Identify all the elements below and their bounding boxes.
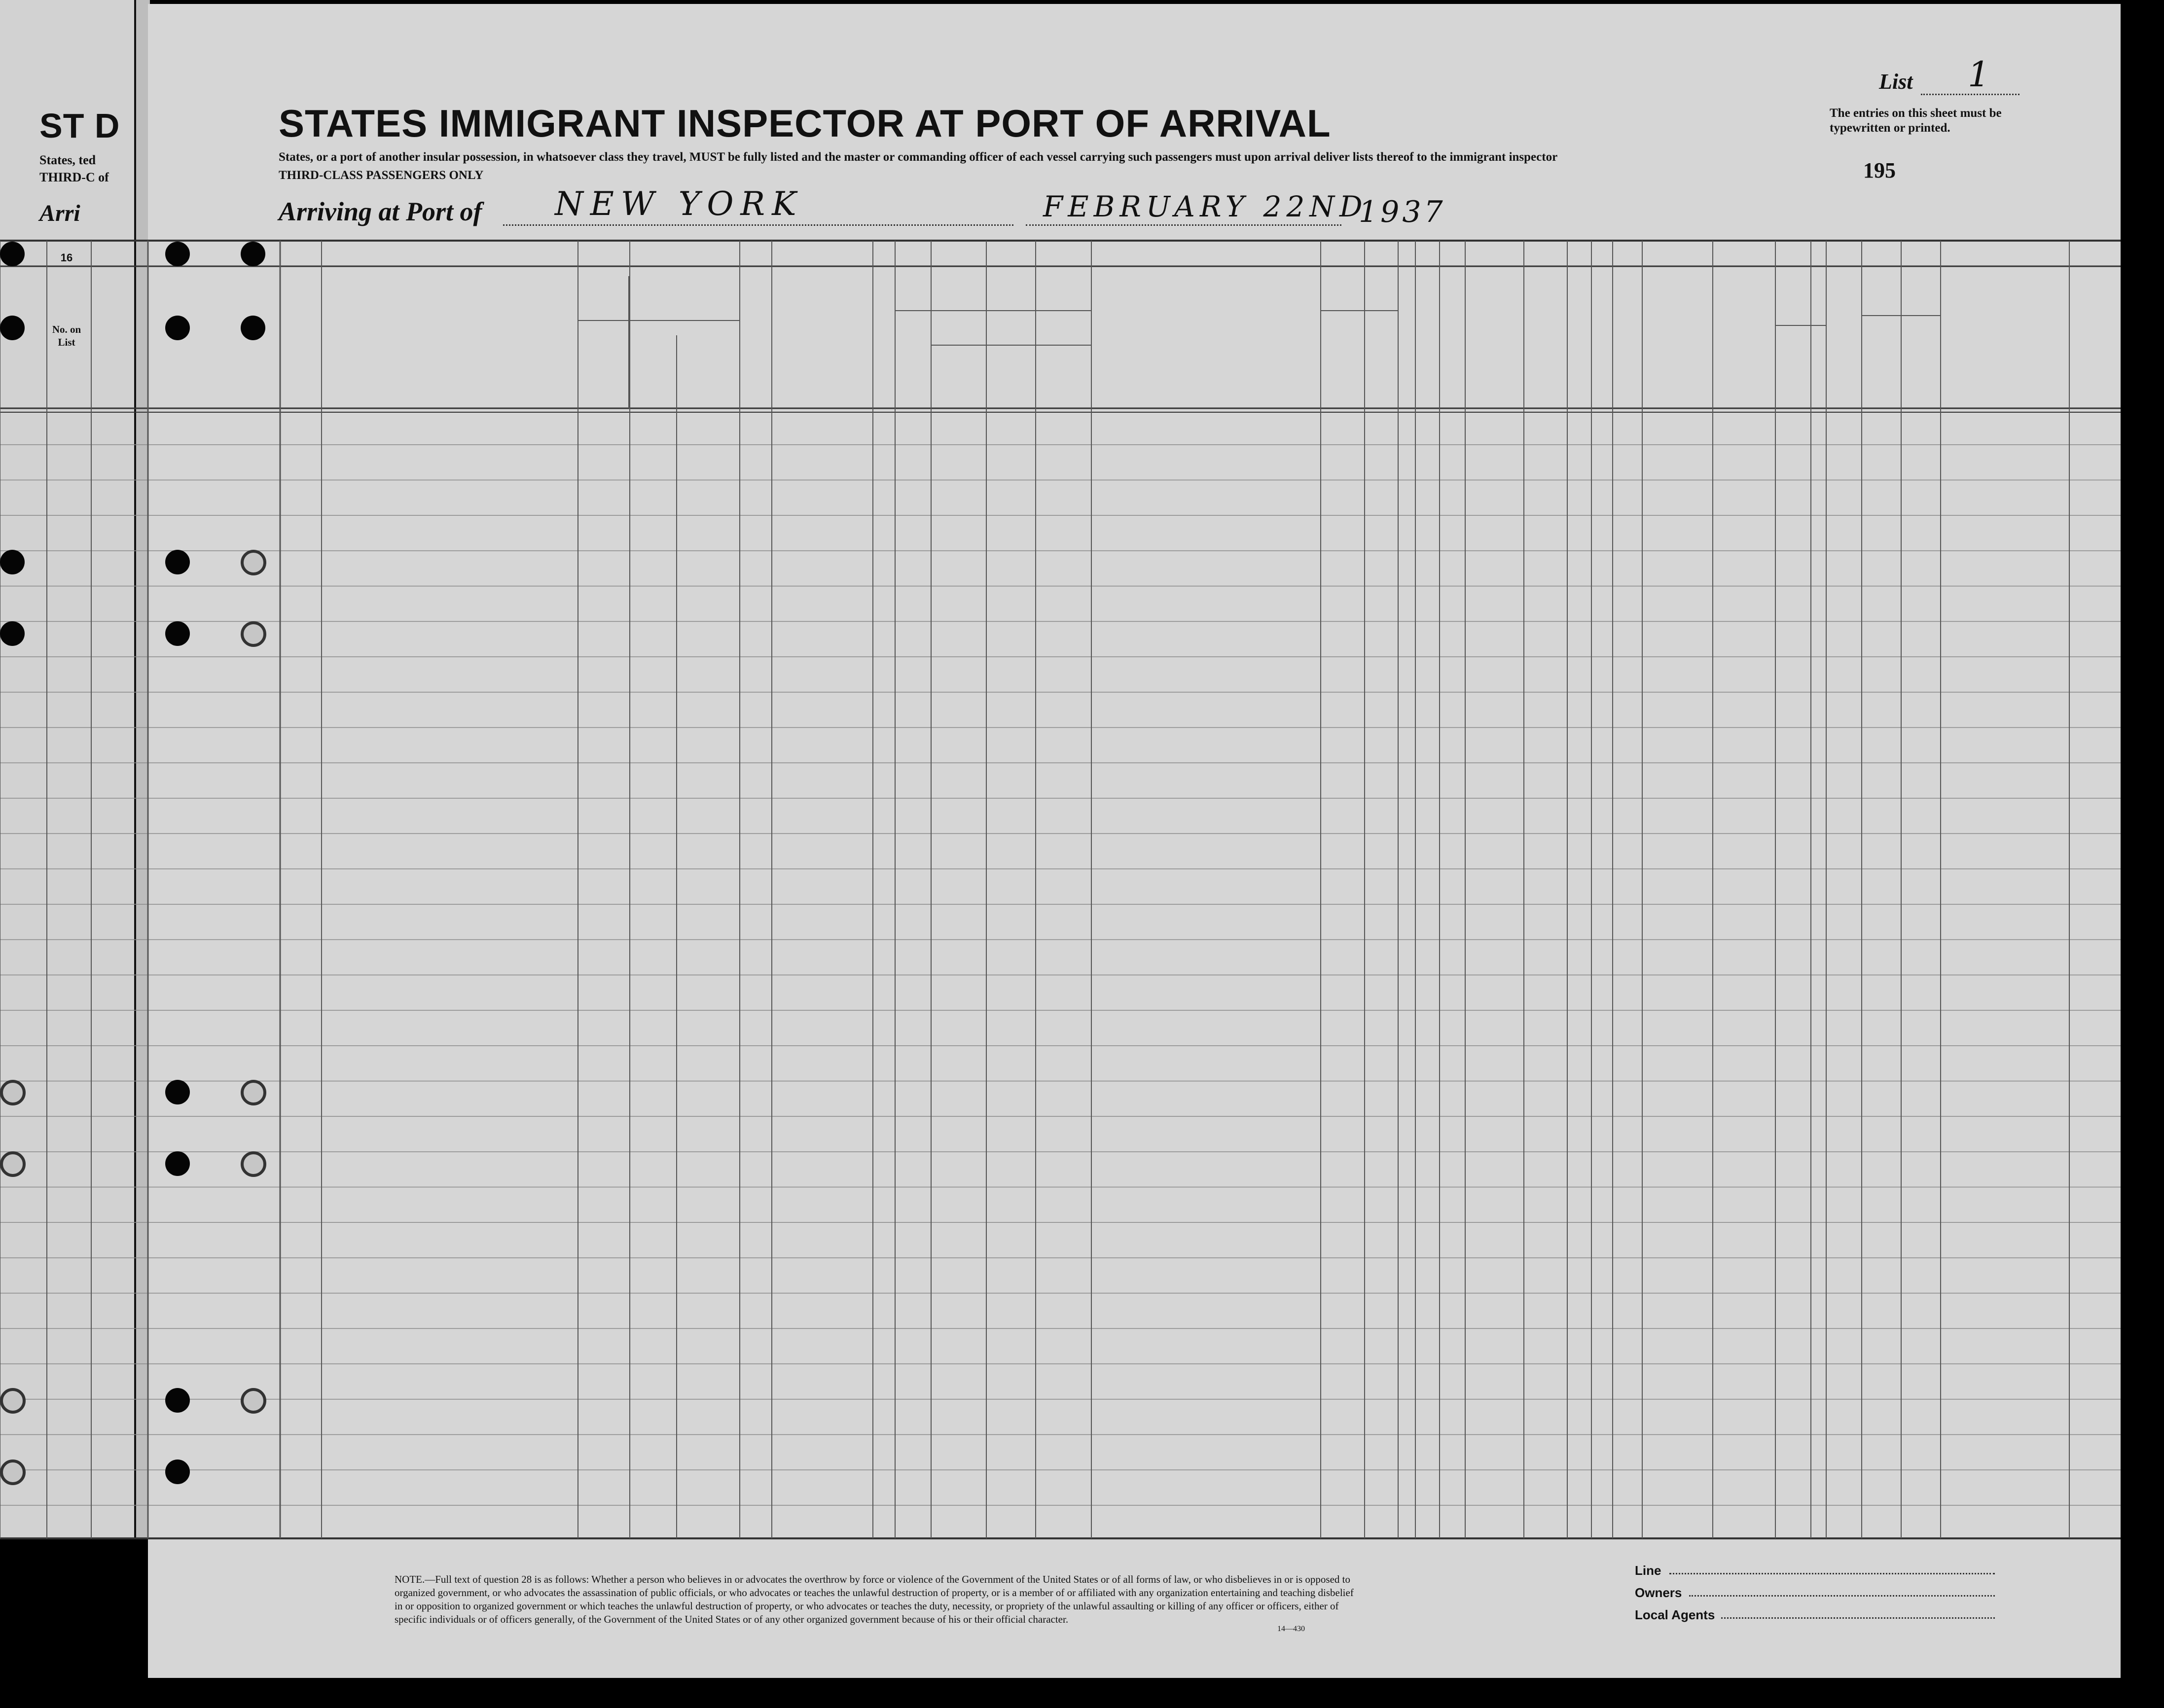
binder-hole	[241, 621, 266, 647]
binder-hole	[165, 621, 190, 646]
left-title-fragment: ST D	[39, 107, 120, 145]
list-label: List	[1879, 70, 1913, 94]
column-header	[876, 284, 894, 404]
left-column-label: No. on List	[52, 323, 81, 348]
port-value: NEW YORK	[555, 185, 803, 223]
binder-hole	[0, 316, 25, 340]
agents-underline	[1721, 1617, 1995, 1619]
entries-note: The entries on this sheet must be typewritten or printed.	[1830, 107, 2002, 135]
column-header	[1441, 286, 1464, 402]
list-number: 1	[1968, 54, 1990, 95]
binder-hole	[241, 1388, 266, 1414]
binder-hole	[241, 550, 266, 575]
date-underline	[1026, 224, 1341, 226]
page-subtitle: States, or a port of another insular possession, in whatsoever class they travel, MUST be fully listed and the master or commanding officer of each vessel carrying such passengers must upon arrival deliver lists thereof to the immigrant inspector	[279, 150, 1558, 164]
sheet-number: 195	[1863, 158, 1896, 182]
column-header	[1593, 284, 1612, 404]
column-header	[1803, 365, 1823, 404]
binder-hole	[165, 1459, 190, 1484]
column-header	[1525, 284, 1566, 404]
binder-hole	[0, 1151, 26, 1177]
year-value: 1937	[1359, 195, 1446, 229]
left-line-3: Arri	[39, 200, 80, 226]
binder-hole	[241, 1080, 266, 1105]
owners-underline	[1689, 1595, 1995, 1597]
list-underline	[1921, 94, 2020, 95]
binder-hole	[0, 550, 25, 574]
date-value: FEBRUARY 22ND	[1043, 190, 1368, 223]
left-line-2: THIRD-C of	[39, 170, 109, 184]
column-header	[1467, 284, 1523, 404]
left-line-1: States, ted	[39, 153, 96, 167]
binder-hole	[241, 1151, 266, 1177]
column-header	[1778, 365, 1798, 404]
binder-hole	[165, 1388, 190, 1413]
binder-hole	[0, 1388, 26, 1414]
binder-hole	[0, 1459, 26, 1485]
agents-label: Local Agents	[1635, 1607, 1715, 1622]
binder-hole	[165, 316, 190, 340]
binder-hole	[165, 1080, 190, 1104]
column-header	[1417, 286, 1439, 402]
binder-hole	[165, 242, 190, 266]
owners-label: Owners	[1635, 1585, 1682, 1600]
port-underline	[503, 224, 1013, 226]
column-header	[1568, 284, 1590, 404]
binder-hole	[0, 621, 25, 646]
binder-hole	[165, 550, 190, 574]
page-title: STATES IMMIGRANT INSPECTOR AT PORT OF ARRIVAL	[279, 102, 1331, 145]
column-header	[1324, 316, 1347, 407]
footnote: NOTE.—Full text of question 28 is as follows: Whether a person who believes in or advocates the overthrow by force or violence of the Government of the United States or of all forms of law, or who disbelieves in or is opposed to organized government, or who advocates the assassination of public officials, or who advocates or teaches the unlawful destruction of property, or is a member of or affiliated with any organization entertaining and teaching disbelief in or opposition to organized government or which teaches the unlawful destruction of property, or who advocates or teaches the duty, necessity, or propriety of the unlawful assaulting or killing of any officer or officers, either of specific individuals or of officers generally, of the Government of the United States or of any other organized government because of his or their official character.	[395, 1573, 1354, 1625]
binder-hole	[241, 242, 265, 266]
binder-hole	[0, 1080, 26, 1105]
column-header	[1400, 284, 1414, 404]
binder-hole	[0, 242, 25, 266]
column-header	[743, 284, 769, 404]
column-header	[1374, 316, 1398, 407]
line-underline	[1669, 1573, 1995, 1574]
class-line: THIRD-CLASS PASSENGERS ONLY	[279, 169, 484, 182]
binder-hole	[165, 1151, 190, 1176]
left-column-number: 16	[60, 251, 73, 264]
column-header	[1349, 316, 1372, 407]
binder-hole	[241, 316, 265, 340]
form-number: 14—430	[1277, 1625, 1305, 1633]
line-label: Line	[1635, 1563, 1661, 1578]
arriving-label: Arriving at Port of	[279, 197, 482, 226]
